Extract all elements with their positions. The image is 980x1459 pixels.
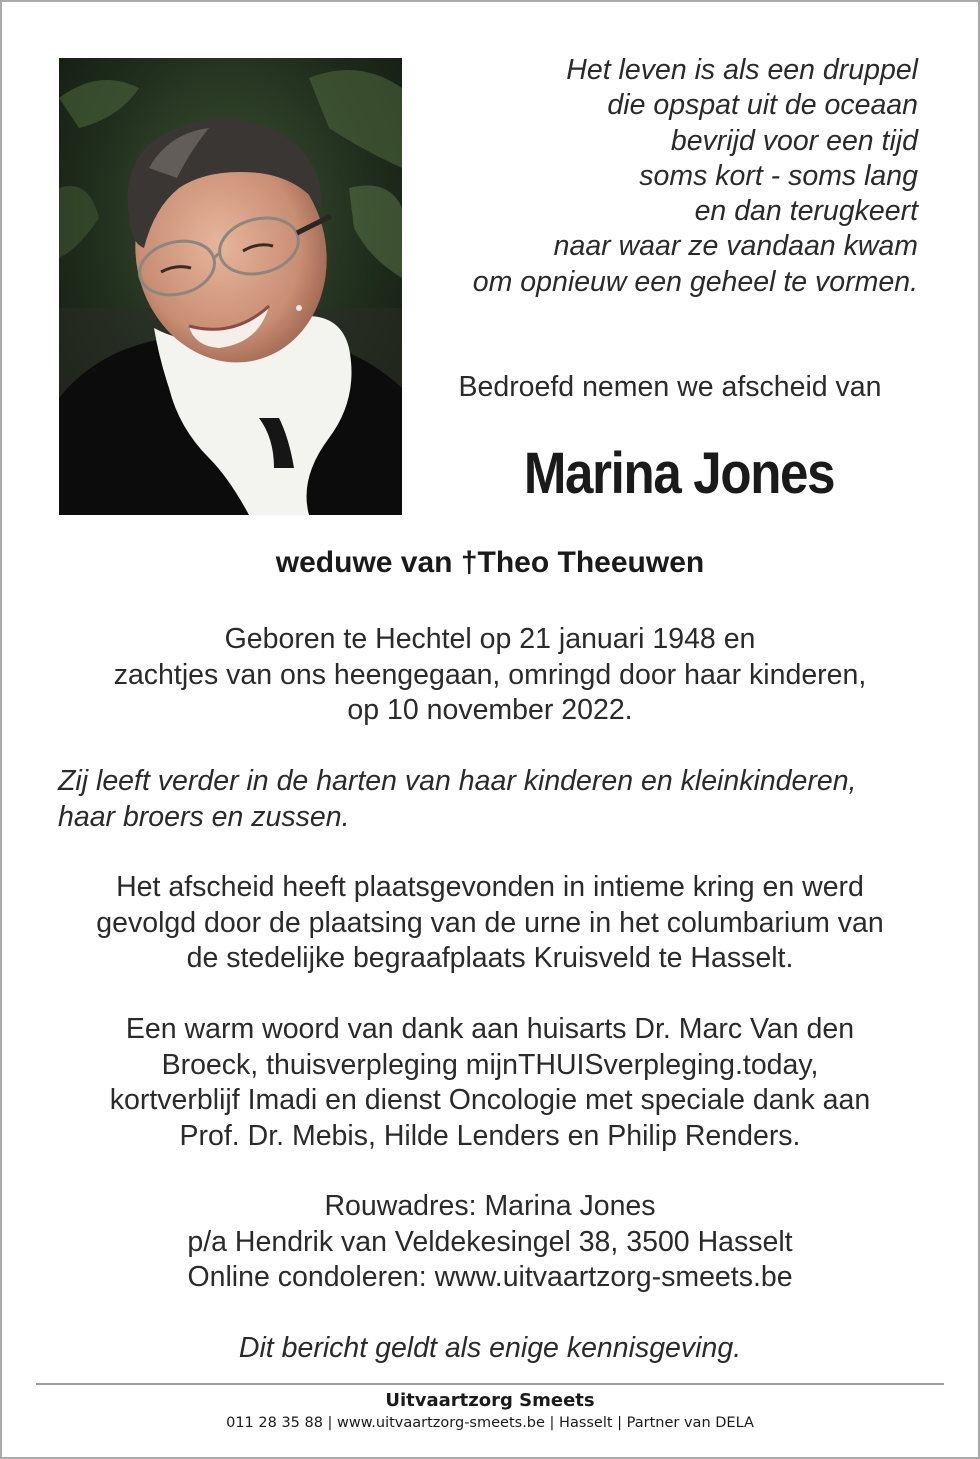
- footer-divider: [36, 1383, 944, 1385]
- intro-text: Bedroefd nemen we afscheid van: [458, 371, 882, 403]
- paragraph-line: de stedelijke begraafplaats Kruisveld te Hasselt.: [186, 942, 794, 974]
- thanks-paragraph: [40, 1012, 940, 1154]
- portrait-photo-icon: [59, 58, 402, 515]
- paragraph-line: Geboren te Hechtel op 21 januari 1948 en: [224, 623, 756, 655]
- paragraph-line: gevolgd door de plaatsing van de urne in het columbarium van: [96, 906, 884, 939]
- paragraph-line: Het afscheid heeft plaatsgevonden in intieme kring en werd: [116, 871, 864, 903]
- paragraph-line: Broeck, thuisverpleging mijnTHUISverpleging.today,: [161, 1048, 819, 1081]
- poem-line: bevrijd voor een tijd: [670, 124, 918, 157]
- paragraph-line: p/a Hendrik van Veldekesingel 38, 3500 Hasselt: [187, 1225, 793, 1258]
- paragraph-line: Een warm woord van dank aan huisarts Dr. Marc Van den: [125, 1013, 855, 1045]
- birth-death-paragraph: [40, 622, 940, 729]
- remembrance-paragraph: [58, 764, 958, 835]
- address-paragraph: [40, 1189, 940, 1296]
- paragraph-line: op 10 november 2022.: [347, 694, 633, 726]
- poem-line: naar waar ze vandaan kwam: [553, 230, 918, 263]
- company-contact: 011 28 35 88 | www.uitvaartzorg-smeets.be | Hasselt | Partner van DELA: [226, 1415, 754, 1431]
- paragraph-line: Rouwadres: Marina Jones: [324, 1190, 656, 1222]
- paragraph-line: kortverblijf Imadi en dienst Oncologie met speciale dank aan: [109, 1084, 871, 1116]
- company-name: Uitvaartzorg Smeets: [385, 1390, 595, 1411]
- portrait-photo: [59, 58, 402, 515]
- paragraph-line: Dit bericht geldt als enige kennisgeving.: [238, 1332, 742, 1364]
- paragraph-line: Online condoleren: www.uitvaartzorg-smeets.be: [187, 1261, 793, 1293]
- poem-line: Het leven is als een druppel: [566, 54, 918, 86]
- poem-line: die opspat uit de oceaan: [607, 89, 918, 122]
- poem-line: soms kort - soms lang: [639, 159, 918, 192]
- poem-line: om opnieuw een geheel te vormen.: [472, 265, 918, 298]
- deceased-name: Marina Jones: [523, 441, 835, 506]
- notice-text: [40, 1331, 940, 1367]
- widow-of: weduwe van †Theo Theeuwen: [275, 546, 705, 579]
- farewell-paragraph: [40, 870, 940, 977]
- paragraph-line: zachtjes van ons heengegaan, omringd door haar kinderen,: [113, 658, 867, 691]
- poem: [398, 53, 918, 300]
- poem-line: en dan terugkeert: [694, 195, 918, 228]
- paragraph-line: Prof. Dr. Mebis, Hilde Lenders en Philip Renders.: [179, 1119, 801, 1152]
- paragraph-line: haar broers en zussen.: [58, 800, 350, 833]
- paragraph-line: Zij leeft verder in de harten van haar kinderen en kleinkinderen,: [58, 765, 857, 797]
